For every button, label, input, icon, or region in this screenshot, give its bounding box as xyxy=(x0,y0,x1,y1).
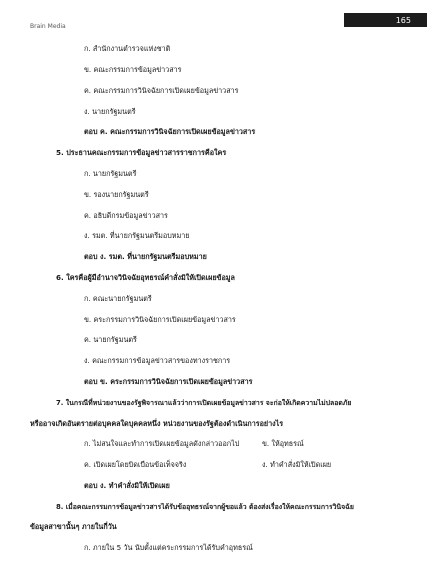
option-line: ค. นายกรัฐมนตรี xyxy=(84,335,137,344)
answer-line: ตอบ ค. คณะกรรมการวินิจฉัยการเปิดเผยข้อมูลข่าวสาร xyxy=(84,127,256,136)
question-line-continued: ข้อมูลสาขานั้นๆ ภายในกี่วัน xyxy=(30,522,117,531)
question-line: 6. ใครคือผู้มีอำนาจวินิจฉัยอุทธรณ์คำสั่งมิให้เปิดเผยข้อมูล xyxy=(56,273,235,282)
answer-line: ตอบ ง. ทำคำสั่งมิให้เปิดเผย xyxy=(84,481,170,490)
option-line: ข. รองนายกรัฐมนตรี xyxy=(84,190,149,199)
option-line: ข. คระกรรมการวินิจฉัยการเปิดเผยข้อมูลข่าวสาร xyxy=(84,315,236,324)
question-line: 5. ประธานคณะกรรมการข้อมูลข่าวสารราชการคือใคร xyxy=(56,148,227,157)
option-line: ก. ไม่สนใจและทำการเปิดเผยข้อมูลดังกล่าวออกไป xyxy=(84,439,240,448)
answer-line: ตอบ ง. รมต. ที่นายกรัฐมนตรีมอบหมาย xyxy=(84,252,207,261)
option-line: ก. ภายใน 5 วัน นับตั้งแต่คระกรรมการได้รับคำอุทธรณ์ xyxy=(84,543,253,552)
option-line-col2: ข. ให้อุทธรณ์ xyxy=(262,439,304,448)
page-number-badge xyxy=(344,13,427,27)
option-line: ก. สำนักงานตำรวจแห่งชาติ xyxy=(84,44,171,53)
option-line: ง. คณะกรรมการข้อมูลข่าวสารของทางราชการ xyxy=(84,356,231,365)
page-number: 165 xyxy=(395,15,411,25)
header-brand: Brain Media xyxy=(30,23,66,30)
question-line: 7. ในกรณีที่หน่วยงานของรัฐพิจารณาแล้วว่าการเปิดเผยข้อมูลข่าวสาร จะก่อให้เกิดความไม่ปลอดภัย xyxy=(56,399,352,407)
option-line: ค. คณะกรรมการวินิจฉัยการเปิดเผยข้อมูลข่าวสาร xyxy=(84,86,239,95)
option-line: ค. เปิดเผยโดยบิดเบือนข้อเท็จจริง xyxy=(84,460,187,469)
option-line: ข. คณะกรรมการข้อมูลข่าวสาร xyxy=(84,65,182,74)
option-line: ง. รมต. ที่นายกรัฐมนตรีมอบหมาย xyxy=(84,231,190,240)
question-line: 8. เมื่อคณะกรรมการข้อมูลข่าวสารได้รับข้ออุทธรณ์จากผู้ขอแล้ว ต้องส่งเรื่องให้คณะกรรมการวินิจฉัย xyxy=(56,503,354,511)
option-line-col2: ง. ทำคำสั่งมิให้เปิดเผย xyxy=(262,460,332,469)
option-line: ง. นายกรัฐมนตรี xyxy=(84,107,136,116)
option-line: ค. อธิบดีกรมข้อมูลข่าวสาร xyxy=(84,211,168,220)
option-line: ก. คณะนายกรัฐมนตรี xyxy=(84,294,152,303)
option-line: ก. นายกรัฐมนตรี xyxy=(84,169,137,178)
question-line-continued: หรืออาจเกิดอันตรายต่อบุคคลใดบุคคลหนึ่ง หน่วยงานของรัฐต้องดำเนินการอย่างไร xyxy=(30,419,284,428)
answer-line: ตอบ ข. คระกรรมการวินิจฉัยการเปิดเผยข้อมูลข่าวสาร xyxy=(84,377,253,386)
